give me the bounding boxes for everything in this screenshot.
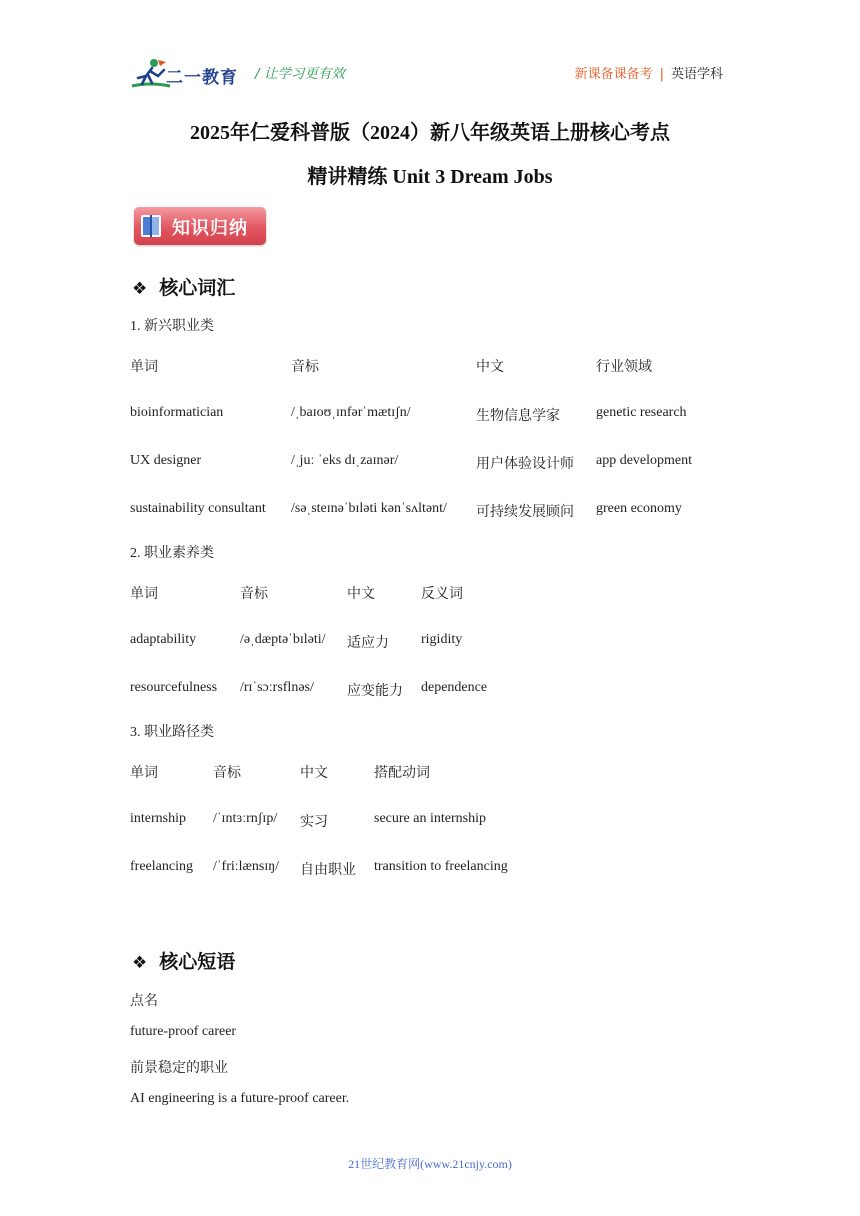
page-footer: 21世纪教育网(www.21cnjy.com) <box>348 1157 512 1171</box>
diamond-bullet-icon: ❖ <box>132 953 148 973</box>
table-header-cell: 单词 <box>130 766 158 781</box>
table-cell: 用户体验设计师 <box>476 457 574 472</box>
table-cell: 应变能力 <box>347 684 403 699</box>
table-cell: app development <box>596 453 693 468</box>
table-cell: bioinformatician <box>130 405 224 420</box>
diamond-bullet-icon: ❖ <box>132 279 148 299</box>
table-cell: 实习 <box>300 815 328 830</box>
logo-text: 二一教育 <box>166 68 238 88</box>
table-cell: /səˌsteɪnəˈbɪləti kənˈsʌltənt/ <box>291 501 447 516</box>
table-cell: secure an internship <box>374 811 486 826</box>
table-header-cell: 行业领域 <box>596 360 652 375</box>
table-header-cell: 搭配动词 <box>374 766 430 781</box>
table-cell: internship <box>130 811 186 826</box>
group-title: 3. 职业路径类 <box>130 725 214 740</box>
table-cell: freelancing <box>130 859 193 874</box>
table-cell: genetic research <box>596 405 687 420</box>
group-title: 2. 职业素养类 <box>130 546 214 561</box>
table-header-cell: 音标 <box>240 587 268 602</box>
group-title: 1. 新兴职业类 <box>130 319 214 334</box>
table-header-cell: 中文 <box>300 766 328 781</box>
knowledge-summary-badge <box>134 207 266 245</box>
table-cell: resourcefulness <box>130 680 218 695</box>
table-cell: /rɪˈsɔːrsflnəs/ <box>240 680 314 695</box>
table-cell: /ˌbaɪoʊˌɪnfərˈmætɪʃn/ <box>291 405 411 420</box>
table-cell: dependence <box>421 680 488 695</box>
slogan: / 让学习更有效 <box>255 66 345 82</box>
table-header-cell: 单词 <box>130 360 158 375</box>
table-cell: green economy <box>596 501 682 516</box>
table-header-cell: 反义词 <box>421 587 463 602</box>
section-heading-text: 核心词汇 <box>159 277 236 299</box>
table-cell: 自由职业 <box>300 863 356 878</box>
header-subject-label: 英语学科 <box>670 67 723 82</box>
header-right <box>575 63 723 82</box>
phrase-line: 前景稳定的职业 <box>130 1061 228 1076</box>
table-cell: 生物信息学家 <box>476 409 560 424</box>
document-title: 2025年仁爱科普版（2024）新八年级英语上册核心考点 <box>190 122 670 144</box>
table-cell: /ˈfriːlænsɪŋ/ <box>213 859 280 874</box>
phrase-line: future-proof career <box>130 1024 237 1039</box>
table-header-cell: 音标 <box>213 766 241 781</box>
section-heading-phrases <box>132 947 235 974</box>
table-cell: /ˌjuː ˈeks dɪˌzaɪnər/ <box>291 453 399 468</box>
table-cell: adaptability <box>130 632 197 647</box>
phrase-line: AI engineering is a future-proof career. <box>130 1091 350 1106</box>
table-cell: 可持续发展顾问 <box>476 505 574 520</box>
table-header-cell: 中文 <box>347 587 375 602</box>
section-heading-text: 核心短语 <box>159 951 236 973</box>
table-header-cell: 单词 <box>130 587 158 602</box>
table-header-cell: 音标 <box>291 360 319 375</box>
table-cell: transition to freelancing <box>374 859 508 874</box>
section-heading-vocabulary <box>132 273 235 300</box>
table-cell: /əˌdæptəˈbɪləti/ <box>240 632 326 647</box>
table-header-cell: 中文 <box>476 360 504 375</box>
badge-label: 知识归纳 <box>172 218 248 239</box>
table-cell: UX designer <box>130 453 202 468</box>
table-cell: 适应力 <box>347 636 389 651</box>
header-separator: | <box>659 67 664 82</box>
table-cell: sustainability consultant <box>130 501 266 516</box>
header-course-label: 新课备课备考 <box>574 67 653 82</box>
table-cell: rigidity <box>421 632 463 647</box>
document-subtitle: 精讲精练 Unit 3 Dream Jobs <box>307 166 553 188</box>
book-icon <box>140 213 162 239</box>
phrase-line: 点名 <box>130 994 158 1009</box>
table-cell: /ˈɪntɜːrnʃɪp/ <box>213 811 278 826</box>
